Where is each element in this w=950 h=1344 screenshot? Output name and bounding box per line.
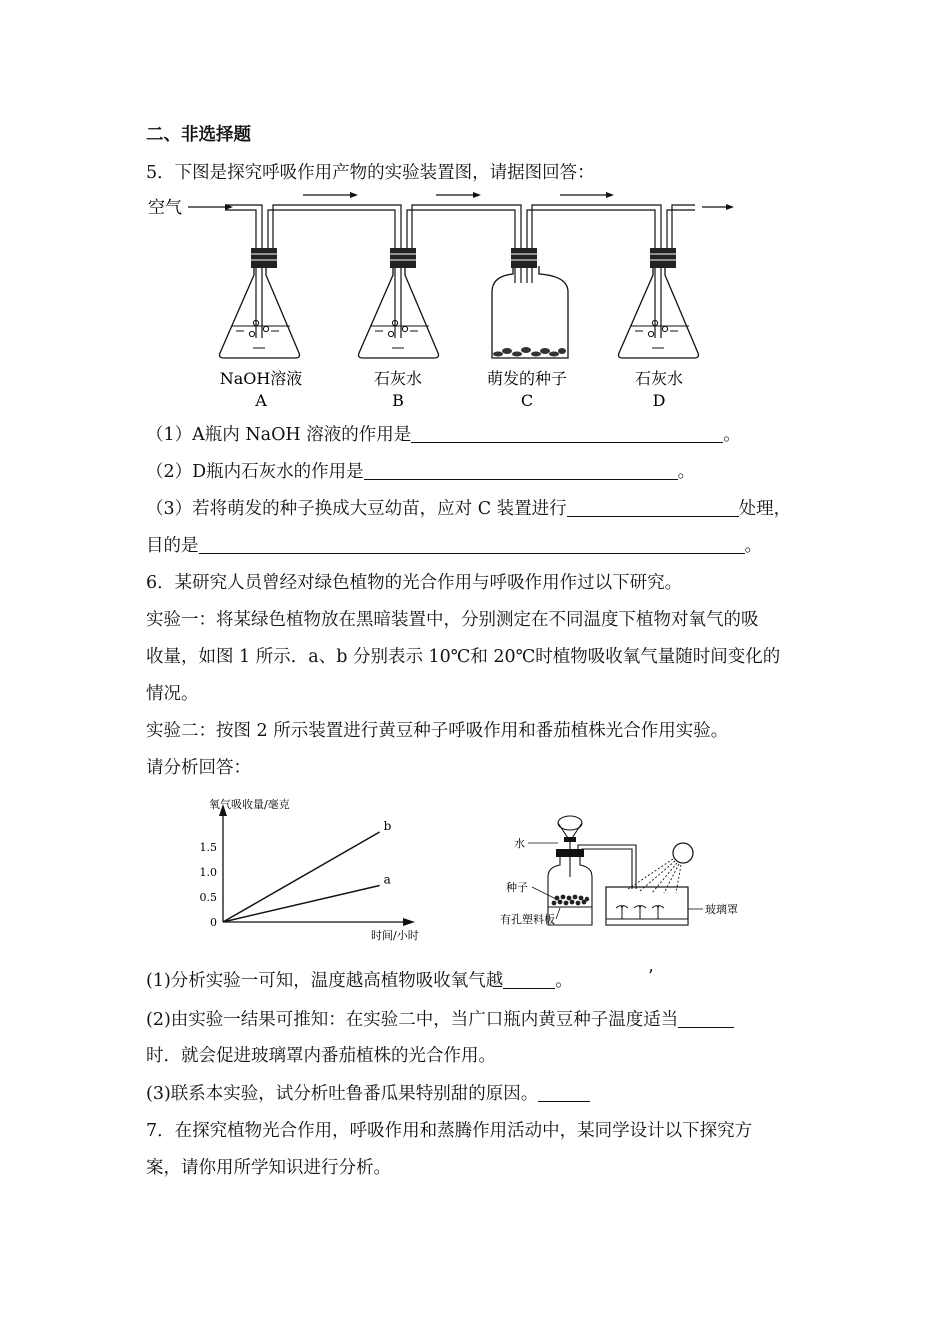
q6-apparatus-figure [500, 815, 770, 933]
answer-blank-q5-3a[interactable] [567, 498, 739, 517]
q6-ask: 请分析回答： [146, 758, 251, 778]
y-tick-label: 0.5 [199, 891, 217, 904]
x-axis-label: 时间/小时 [371, 929, 419, 942]
answer-blank-q6-3[interactable] [538, 1083, 590, 1102]
q7-line1: 7．在探究植物光合作用，呼吸作用和蒸腾作用活动中，某同学设计以下探究方 [146, 1121, 753, 1141]
q5-stem: 5．下图是探究呼吸作用产物的实验装置图，请据图回答： [146, 163, 595, 183]
q5-sub2-end: 。 [677, 462, 696, 482]
q6-sub3 [146, 1083, 590, 1105]
y-tick-label: 1.5 [199, 841, 217, 854]
bottle-a-letter: A [255, 391, 267, 410]
q5-sub2 [146, 461, 695, 483]
section-title: 二、非选择题 [146, 125, 251, 145]
bottle-c-letter: C [520, 391, 534, 410]
q6-sub2-text: (2)由实验一结果可推知：在实验二中，当广口瓶内黄豆种子温度适当 [146, 1010, 679, 1030]
y-tick-label: 0 [210, 916, 217, 929]
flask-a [220, 248, 300, 358]
q5-sub1-text: （1）A瓶内 NaOH 溶液的作用是 [146, 425, 412, 445]
series-label-a: a [383, 872, 391, 887]
series-line-a [223, 886, 380, 923]
q6-oxygen-chart [195, 796, 440, 944]
q5-apparatus-figure [140, 188, 740, 413]
air-label: 空气 [148, 198, 182, 218]
fig2-cover-label: 玻璃罩 [705, 903, 738, 916]
q5-sub3-purpose [146, 535, 762, 557]
q6-sub1-text: (1)分析实验一可知，温度越高植物吸收氧气越 [146, 971, 504, 991]
q5-sub3-text: （3）若将萌发的种子换成大豆幼苗，应对 C 装置进行 [146, 499, 567, 519]
bottle-b-letter: B [392, 391, 404, 410]
q5-sub3-end: 处理， [738, 499, 792, 519]
q6-exp2: 实验二：按图 2 所示装置进行黄豆种子呼吸作用和番茄植株光合作用实验。 [146, 721, 729, 741]
answer-blank-q5-3b[interactable] [199, 535, 745, 554]
flask-b [359, 248, 439, 358]
answer-blank-q6-1[interactable] [503, 970, 555, 989]
q6-exp1-line1: 实验一：将某绿色植物放在黑暗装置中，分别测定在不同温度下植物对氧气的吸 [146, 610, 759, 630]
jar-c [492, 248, 568, 358]
bottle-d-letter: D [652, 391, 666, 410]
bottle-c-content: 萌发的种子 [486, 369, 568, 388]
q5-sub3b-end: 。 [744, 536, 762, 556]
answer-blank-q5-2[interactable] [364, 461, 678, 480]
bottle-d-content: 石灰水 [634, 369, 684, 388]
q6-exp1-line2: 收量，如图 1 所示．a、b 分别表示 10℃和 20℃时植物吸收氧气量随时间变化的 [146, 647, 781, 667]
y-axis-label: 氧气吸收量/毫克 [209, 798, 290, 811]
fig2-water-label: 水 [514, 837, 525, 850]
stray-mark: ’ [648, 967, 654, 987]
series-line-b [223, 832, 380, 922]
series-label-b: b [383, 819, 392, 833]
q6-sub1-end: 。 [555, 971, 573, 991]
q6-exp1-line3: 情况。 [146, 684, 199, 704]
q5-sub3 [146, 498, 791, 520]
flask-d [619, 248, 699, 358]
fig2-board-label: 有孔塑料板 [500, 913, 555, 926]
fig2-seeds-label: 种子 [506, 881, 528, 894]
q6-sub1 [146, 970, 573, 992]
q5-sub1 [146, 424, 741, 446]
q6-sub2-line1 [146, 1009, 734, 1031]
q5-sub2-text: （2）D瓶内石灰水的作用是 [146, 462, 364, 482]
bottle-b-content: 石灰水 [373, 369, 423, 388]
q5-sub1-end: 。 [723, 425, 741, 445]
answer-blank-q5-1[interactable] [411, 424, 723, 443]
bottle-a-content: NaOH溶液 [219, 369, 303, 388]
q6-sub2-line2: 时．就会促进玻璃罩内番茄植株的光合作用。 [146, 1046, 496, 1066]
q6-sub3-text: (3)联系本实验，试分析吐鲁番瓜果特别甜的原因。 [146, 1084, 539, 1104]
q7-line2: 案，请你用所学知识进行分析。 [146, 1158, 391, 1178]
q6-stem: 6．某研究人员曾经对绿色植物的光合作用与呼吸作用作过以下研究。 [146, 573, 683, 593]
answer-blank-q6-2[interactable] [678, 1009, 734, 1028]
q5-sub3b-text: 目的是 [146, 536, 199, 556]
y-tick-label: 1.0 [199, 866, 217, 879]
